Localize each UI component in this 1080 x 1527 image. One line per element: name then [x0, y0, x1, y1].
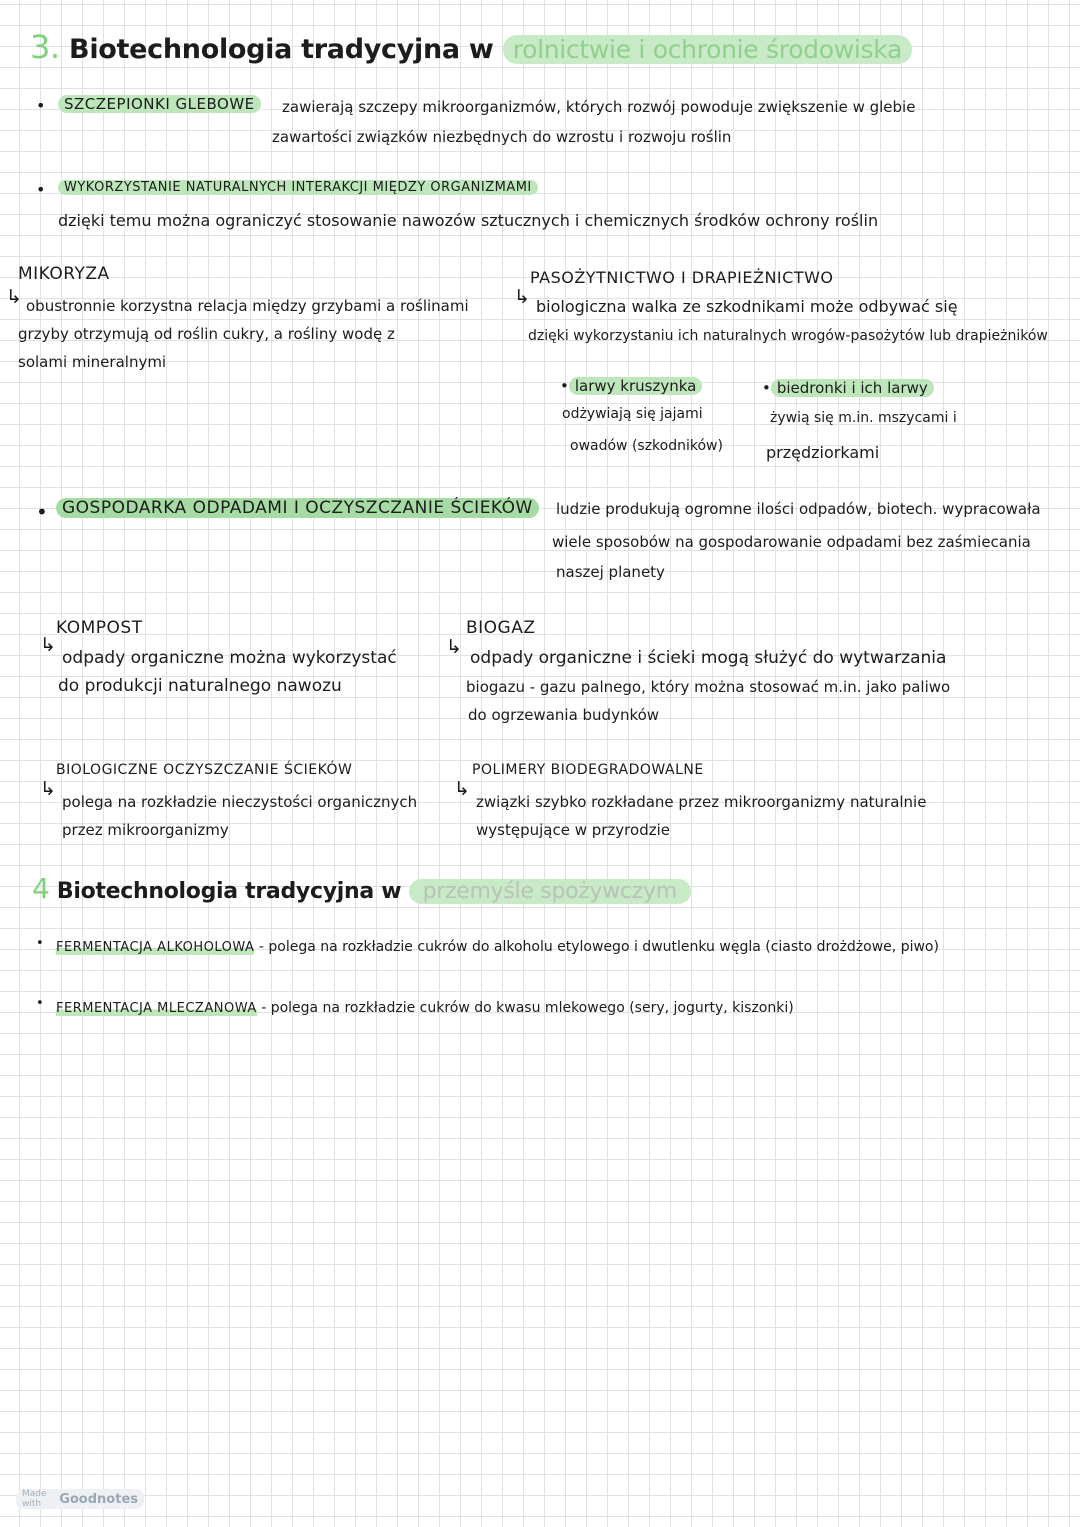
polimery-title: POLIMERY BIODEGRADOWALNE: [472, 762, 704, 778]
polimery-line1: związki szybko rozkładane przez mikroorganizmy naturalnie: [476, 793, 927, 811]
biologiczne-line2: przez mikroorganizmy: [62, 821, 229, 839]
section-3-number: 3.: [30, 28, 60, 66]
curved-arrow-icon: ↳: [446, 636, 462, 658]
bullet-dot: •: [762, 379, 771, 397]
szczepionki-title-text: SZCZEPIONKI GLEBOWE: [58, 95, 261, 113]
bullet-dot: •: [36, 996, 44, 1011]
gospodarka-line2: wiele sposobów na gospodarowanie odpadami bez zaśmiecania: [552, 533, 1031, 551]
interakcje-title-text: WYKORZYSTANIE NATURALNYCH INTERAKCJI MIĘDZY ORGANIZMAMI: [58, 180, 538, 195]
larwy-title-text: larwy kruszynka: [569, 377, 703, 395]
fermentacja-alk-text: - polega na rozkładzie cukrów do alkoholu etylowego i dwutlenku węgla (ciasto drożdżowe, piwo): [258, 939, 939, 955]
kompost-line1: odpady organiczne można wykorzystać: [62, 648, 397, 668]
bullet-dot: •: [560, 377, 569, 395]
kompost-line2: do produkcji naturalnego nawozu: [58, 676, 342, 696]
biedronki-title-text: biedronki i ich larwy: [771, 379, 934, 397]
larwy-line1: odżywiają się jajami: [562, 406, 703, 422]
fermentacja-mlek-row: [56, 996, 794, 1021]
pasozytnictwo-line1: biologiczna walka ze szkodnikami może odbywać się: [536, 297, 958, 316]
bullet-dot: •: [36, 500, 48, 524]
biogaz-line3: do ogrzewania budynków: [468, 706, 660, 724]
gospodarka-line3: naszej planety: [556, 563, 665, 581]
biedronki-line1: żywią się m.in. mszycami i: [770, 410, 957, 426]
szczepionki-line1: zawierają szczepy mikroorganizmów, których rozwój powoduje zwiększenie w glebie: [282, 98, 916, 116]
larwy-line2: owadów (szkodników): [570, 438, 723, 454]
made-with-label: Made with: [22, 1489, 47, 1509]
polimery-line2: występujące w przyrodzie: [476, 821, 670, 839]
fermentacja-alk-row: [56, 935, 939, 960]
section-3-heading: [30, 28, 912, 66]
kompost-title: KOMPOST: [56, 618, 143, 638]
goodnotes-badge: [16, 1489, 144, 1509]
section-3-title-part2-text: rolnictwie i ochronie środowiska: [512, 35, 903, 64]
gospodarka-line1: ludzie produkują ogromne ilości odpadów, biotech. wypracowała: [556, 500, 1041, 518]
mikoryza-title: MIKORYZA: [18, 264, 110, 284]
section-4-number: 4: [32, 872, 50, 905]
interakcje-title: [58, 180, 538, 195]
biogaz-line1: odpady organiczne i ścieki mogą służyć do wytwarzania: [470, 648, 947, 668]
section-4-title-part2: [409, 879, 691, 904]
pasozytnictwo-line2: dzięki wykorzystaniu ich naturalnych wrogów-pasożytów lub drapieżników: [528, 328, 1048, 344]
bullet-dot: •: [36, 96, 46, 115]
curved-arrow-icon: ↳: [40, 634, 56, 656]
curved-arrow-icon: ↳: [514, 286, 530, 308]
fermentacja-alk-title: [56, 940, 254, 955]
bullet-dot: •: [36, 180, 46, 199]
bullet-dot: •: [36, 936, 44, 951]
fermentacja-mlek-text: - polega na rozkładzie cukrów do kwasu mlekowego (sery, jogurty, kiszonki): [261, 1000, 794, 1016]
szczepionki-title: [58, 95, 261, 113]
pasozytnictwo-title: PASOŻYTNICTWO I DRAPIEŻNICTWO: [530, 268, 834, 287]
fermentacja-mlek-title-text: FERMENTACJA MLECZANOWA: [56, 1001, 257, 1016]
section-4-heading: [32, 872, 691, 905]
biogaz-title: BIOGAZ: [466, 618, 536, 638]
biogaz-line2: biogazu - gazu palnego, który można stosować m.in. jako paliwo: [466, 678, 951, 696]
section-3-title-part2: [503, 35, 912, 64]
section-4-title-part1: Biotechnologia tradycyjna w: [56, 879, 402, 904]
mikoryza-line2: grzyby otrzymują od roślin cukry, a rośliny wodę z: [18, 325, 395, 343]
biedronki-title: [762, 376, 934, 401]
curved-arrow-icon: ↳: [6, 286, 22, 308]
mikoryza-line3: solami mineralnymi: [18, 353, 167, 371]
gospodarka-title-text: GOSPODARKA ODPADAMI I OCZYSZCZANIE ŚCIEKÓW: [56, 498, 539, 518]
section-3-title-part1: Biotechnologia tradycyjna w: [69, 34, 494, 65]
fermentacja-mlek-title: [56, 1001, 257, 1016]
biologiczne-title: BIOLOGICZNE OCZYSZCZANIE ŚCIEKÓW: [56, 762, 353, 778]
biologiczne-line1: polega na rozkładzie nieczystości organicznych: [62, 793, 418, 811]
curved-arrow-icon: ↳: [40, 778, 56, 800]
goodnotes-brand: Goodnotes: [59, 1491, 138, 1507]
mikoryza-line1: obustronnie korzystna relacja między grzybami a roślinami: [26, 297, 469, 315]
larwy-title: [560, 374, 702, 399]
interakcje-line1: dzięki temu można ograniczyć stosowanie nawozów sztucznych i chemicznych środków ochrony roślin: [58, 211, 879, 230]
curved-arrow-icon: ↳: [454, 778, 470, 800]
section-4-title-part2-text: przemyśle spożywczym: [422, 879, 677, 904]
biedronki-line2: przędziorkami: [766, 443, 880, 462]
fermentacja-alk-title-text: FERMENTACJA ALKOHOLOWA: [56, 940, 255, 955]
gospodarka-title: [56, 498, 539, 518]
szczepionki-line2: zawartości związków niezbędnych do wzrostu i rozwoju roślin: [272, 128, 732, 146]
